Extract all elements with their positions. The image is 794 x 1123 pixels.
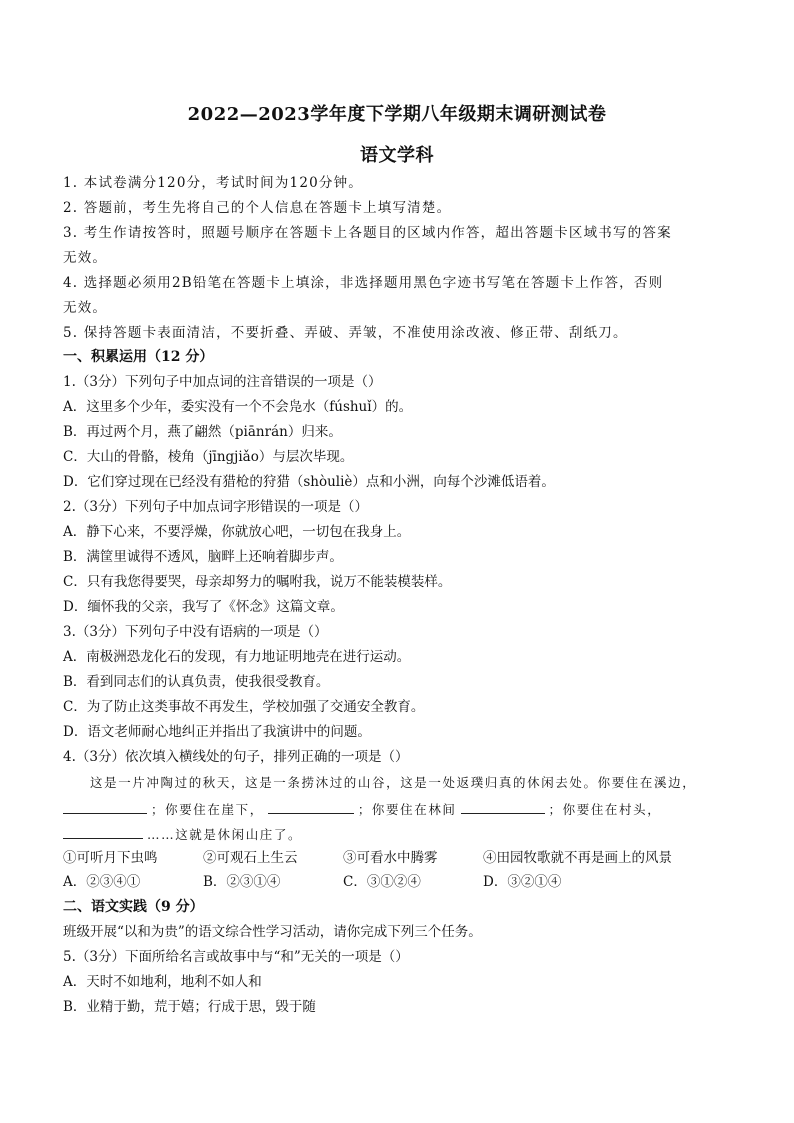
question-stem: 2.（3分）下列句子中加点词字形错误的一项是（） bbox=[63, 499, 368, 515]
notice-line: 无效。 bbox=[63, 250, 108, 266]
question-option: B．业精于勤，荒于嬉；行成于思，毁于随 bbox=[63, 999, 316, 1015]
passage-text: ……这就是休闲山庄了。 bbox=[147, 827, 303, 842]
question-stem: 5.（3分）下面所给名言或故事中与“和”无关的一项是（） bbox=[63, 949, 409, 965]
section-heading: 二、语文实践（9 分） bbox=[63, 899, 204, 915]
passage-text: ；你要住在崖下， bbox=[151, 802, 264, 817]
question-option: D．它们穿过现在已经没有猎枪的狩猎（shòuliè）点和小洲，向每个沙滩低语着。 bbox=[63, 474, 555, 490]
sentence-item: ③可看水中腾雾 bbox=[343, 850, 438, 866]
fill-blank[interactable] bbox=[63, 799, 147, 814]
sentence-item: ④田园牧歌就不再是画上的风景 bbox=[483, 850, 672, 866]
notice-line: 5. 保持答题卡表面清洁，不要折叠、弄破、弄皱，不准使用涂改液、修正带、刮纸刀。 bbox=[63, 325, 628, 341]
passage-text: ；你要住在林间 bbox=[357, 802, 457, 817]
question-option: C．为了防止这类事故不再发生，学校加强了交通安全教育。 bbox=[63, 699, 425, 715]
question-option: C．大山的骨骼，棱角（jīngjiǎo）与层次毕现。 bbox=[63, 449, 354, 465]
fill-blank[interactable] bbox=[461, 799, 545, 814]
exam-title: 2022—2023学年度下学期八年级期末调研测试卷 bbox=[187, 104, 607, 125]
question-option: C．只有我您得要哭，母亲却努力的嘱咐我，说万不能装模装样。 bbox=[63, 574, 452, 590]
sentence-item: ②可观石上生云 bbox=[203, 850, 298, 866]
notice-line: 2. 答题前，考生先将自己的个人信息在答题卡上填写清楚。 bbox=[63, 200, 452, 216]
question-option: A．静下心来，不要浮燥，你就放心吧，一切包在我身上。 bbox=[63, 524, 411, 540]
sentence-items bbox=[63, 849, 733, 867]
notice-line: 3. 考生作请按答时，照题号顺序在答题卡上各题目的区域内作答，超出答题卡区域书写的答案 bbox=[63, 225, 672, 241]
question-option: D．语文老师耐心地纠正并指出了我演讲中的问题。 bbox=[63, 724, 371, 740]
question-stem: 4.（3分）依次填入横线处的句子，排列正确的一项是（） bbox=[63, 749, 409, 765]
question-stem: 1.（3分）下列句子中加点词的注音错误的一项是（） bbox=[63, 374, 382, 390]
section-intro: 班级开展“以和为贵”的语文综合性学习活动，请你完成下列三个任务。 bbox=[63, 924, 482, 940]
answer-choice: D．③②①④ bbox=[483, 874, 562, 890]
question-stem: 3.（3分）下列句子中没有语病的一项是（） bbox=[63, 624, 328, 640]
passage-text: 这是一片冲陶过的秋天，这是一条捞沐过的山谷，这是一处返璞归真的休闲去处。你要住在溪边， bbox=[90, 775, 697, 790]
answer-choice: B．②③①④ bbox=[203, 874, 281, 890]
question-option: D．缅怀我的父亲，我写了《怀念》这篇文章。 bbox=[63, 599, 344, 615]
question-option: B．满筐里诚得不透风，脑畔上还响着脚步声。 bbox=[63, 549, 343, 565]
question-option: B．再过两个月，燕了翩然（piānrán）归来。 bbox=[63, 424, 342, 440]
passage-line bbox=[63, 824, 733, 844]
passage-line bbox=[63, 799, 733, 819]
answer-choices bbox=[63, 873, 733, 891]
passage-text: ；你要住在村头， bbox=[548, 802, 662, 817]
subject-title: 语文学科 bbox=[360, 145, 434, 166]
answer-choice: A．②③④① bbox=[63, 874, 141, 890]
fill-blank[interactable] bbox=[63, 824, 143, 839]
passage-line bbox=[90, 774, 730, 792]
fill-blank[interactable] bbox=[268, 799, 354, 814]
notice-line: 无效。 bbox=[63, 300, 108, 316]
notice-line: 4. 选择题必须用2B铅笔在答题卡上填涂，非选择题用黑色字迹书写笔在答题卡上作答，否则 bbox=[63, 275, 664, 291]
notice-line: 1. 本试卷满分120分，考试时间为120分钟。 bbox=[63, 175, 364, 191]
question-option: A．这里多个少年，委实没有一个不会凫水（fúshuǐ）的。 bbox=[63, 399, 413, 415]
section-heading: 一、积累运用（12 分） bbox=[63, 349, 214, 365]
question-option: A．天时不如地利，地利不如人和 bbox=[63, 974, 262, 990]
answer-choice: C．③①②④ bbox=[343, 874, 421, 890]
question-option: A．南极洲恐龙化石的发现，有力地证明地壳在进行运动。 bbox=[63, 649, 411, 665]
question-option: B．看到同志们的认真负责，使我很受教育。 bbox=[63, 674, 330, 690]
sentence-item: ①可听月下虫鸣 bbox=[63, 850, 158, 866]
